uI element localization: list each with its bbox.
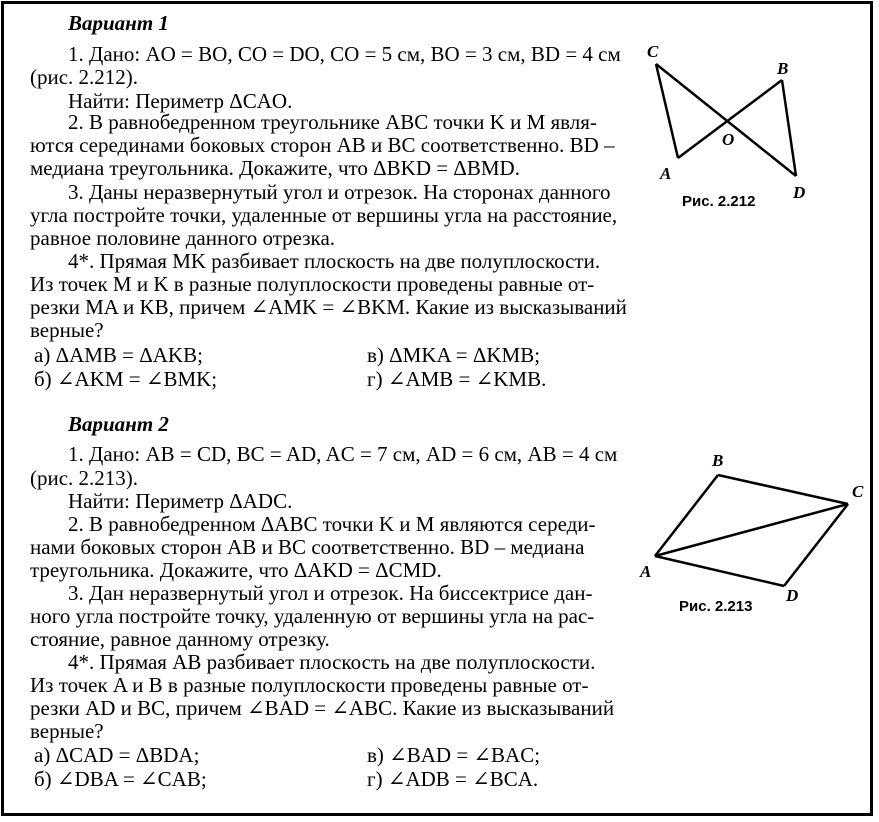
v1-task3-line1: 3. Даны неразвернутый угол и отрезок. На сторонах данного [68,180,611,204]
v2-task1-line1: 1. Дано: AB = CD, BC = AD, AC = 7 см, AD = 6 см, AB = 4 см [68,442,618,466]
figure-2-212 [656,64,796,176]
v2-task2-line2: нами боковых сторон AB и BC соответственно. BD – медиана [30,535,585,559]
v2-task4-line3: резки AD и BC, причем ∠BAD = ∠ABC. Какие из высказываний [30,696,615,720]
v2-task4-line4: верные? [30,719,104,743]
v1-task2-line3: медиана треугольника. Докажите, что ΔBKD = ΔBMD. [30,156,520,180]
segment-ab-2 [655,475,718,556]
v2-task4-line2: Из точек A и B в разные полуплоскости проведены равные от- [30,673,589,697]
segment-da-2 [655,556,784,586]
v2-task1-line2: (рис. 2.213). [30,466,139,490]
v1-task4-line1: 4*. Прямая MK разбивает плоскость на две полуплоскости. [68,249,601,273]
v2-option-b: б) ∠DBA = ∠CAB; [34,767,207,791]
point-b2-label: B [712,451,724,470]
variant1-title: Вариант 1 [68,11,169,35]
v1-option-b: б) ∠AKM = ∠BMK; [34,367,218,391]
v1-task4-line4: верные? [30,318,104,342]
v1-task4-line3: резки MA и KB, причем ∠AMK = ∠BKM. Какие из высказываний [30,295,627,319]
v1-task3-line2: угла постройте точки, удаленные от вершины угла на расстояние, [30,203,618,227]
point-a2-label: A [640,562,652,581]
v2-option-g: г) ∠ADB = ∠BCA. [367,767,539,791]
segment-bc-2 [718,475,848,504]
v1-task4-line2: Из точек M и K в разные полуплоскости проведены равные от- [30,272,595,296]
v1-option-v: в) ΔMKA = ΔKMB; [367,343,541,367]
segment-bd [782,80,796,176]
v2-option-a: а) ΔCAD = ΔBDA; [34,743,200,767]
v2-task2-line1: 2. В равнобедренном ΔABC точки K и M являются середи- [68,512,596,536]
point-b-label: B [777,59,789,78]
v1-task3-line3: равное половине данного отрезка. [30,226,336,250]
v2-task3-line2: ного угла постройте точку, удаленную от вершины угла на рас- [30,604,595,628]
v2-task1-find: Найти: Периметр ΔADC. [68,489,293,513]
variant2-title: Вариант 2 [68,412,169,436]
v2-task2-line3: треугольника. Докажите, что ΔAKD = ΔCMD. [30,558,442,582]
v1-task1-line1: 1. Дано: AO = BO, CO = DO, CO = 5 см, BO = 3 см, BD = 4 см [68,42,621,66]
segment-ac-2 [655,504,848,556]
v1-option-g: г) ∠AMB = ∠KMB. [367,367,547,391]
figure-2-212-caption: Рис. 2.212 [682,193,756,210]
figure-2-213 [655,475,848,586]
v2-task3-line3: стояние, равное данному отрезку. [30,627,330,651]
v2-task4-line1: 4*. Прямая AB разбивает плоскость на две полуплоскости. [68,650,596,674]
v1-task2-line2: ются серединами боковых сторон AB и BC соответственно. BD – [30,133,615,157]
point-c-label: C [647,42,659,61]
v2-option-v: в) ∠BAD = ∠BAC; [367,743,541,767]
figure-2-213-caption: Рис. 2.213 [679,598,753,615]
v1-task2-line1: 2. В равнобедренном треугольнике ABC точки K и M явля- [68,110,597,134]
segment-cd [656,64,796,176]
point-d-label: D [793,183,806,202]
v1-option-a: а) ΔAMB = ΔAKB; [34,343,203,367]
point-a-label: A [660,164,672,183]
v1-task1-find: Найти: Периметр ΔCAO. [68,89,293,113]
v1-task1-line2: (рис. 2.212). [30,65,139,89]
segment-cd-2 [784,504,848,586]
point-o-label: O [722,130,735,149]
point-c2-label: C [852,482,864,501]
point-d2-label: D [786,586,799,605]
v2-task3-line1: 3. Дан неразвернутый угол и отрезок. На биссектрисе дан- [68,581,593,605]
